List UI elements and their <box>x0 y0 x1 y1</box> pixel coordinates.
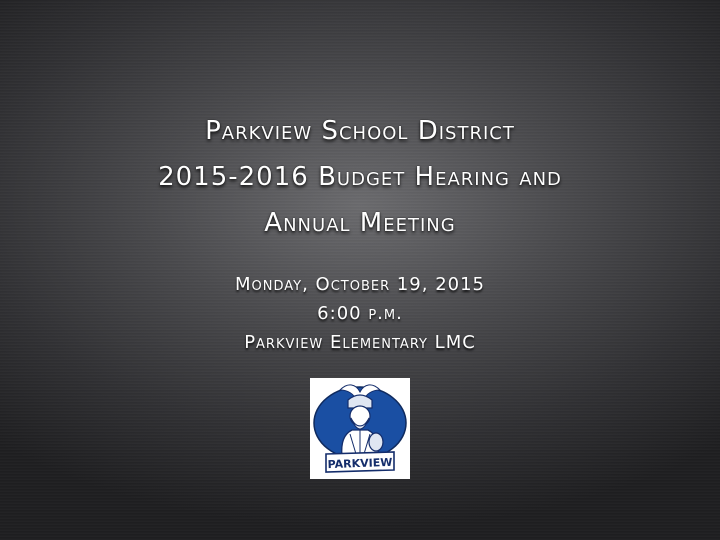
title-line-3: Annual Meeting <box>264 208 456 238</box>
title-line-1: Parkview School District <box>205 116 515 146</box>
viking-mascot-logo <box>310 378 410 479</box>
slide-subtitle <box>0 270 720 357</box>
title-line-2: 2015-2016 Budget Hearing and <box>158 162 562 192</box>
viking-logo-icon <box>310 378 410 479</box>
logo-text: PARKVIEW <box>327 455 393 472</box>
meeting-date: Monday, October 19, 2015 <box>235 274 485 295</box>
meeting-time: 6:00 p.m. <box>317 303 403 324</box>
meeting-location: Parkview Elementary LMC <box>244 332 476 353</box>
slide-title <box>0 108 720 246</box>
